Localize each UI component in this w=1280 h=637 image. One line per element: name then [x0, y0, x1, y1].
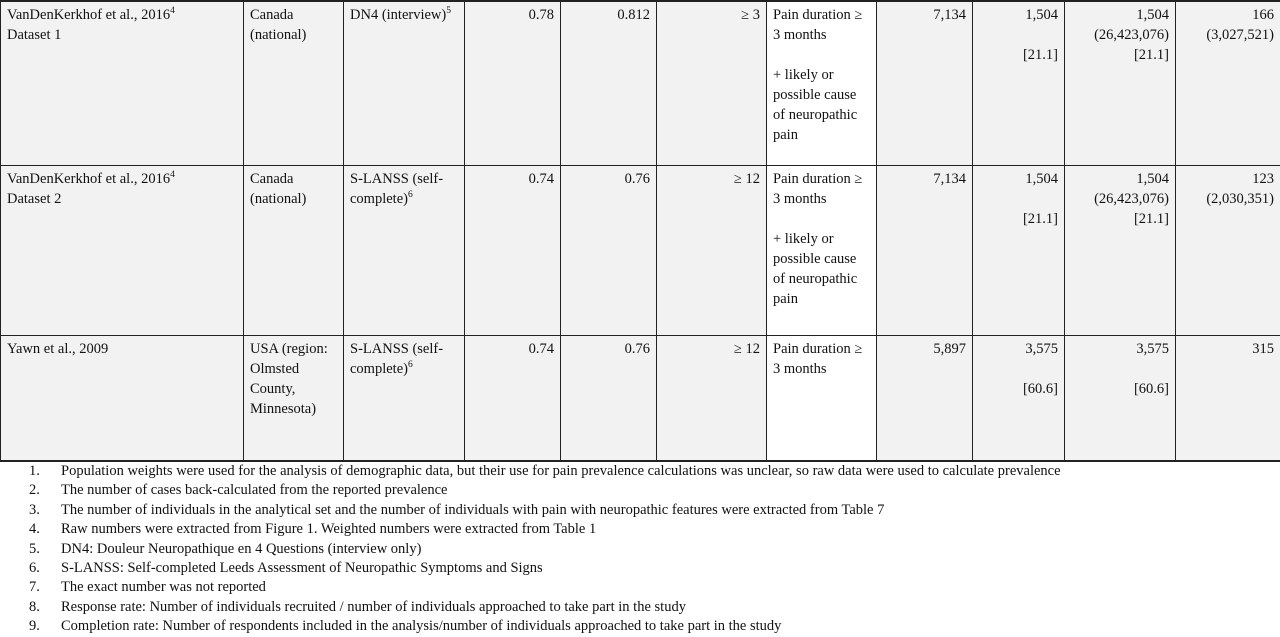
pain-weighted-cell — [1065, 335, 1176, 461]
cutoff-cell: ≥ 12 — [657, 335, 767, 461]
neuropathic-n-cell — [1176, 1, 1280, 165]
footnote — [0, 617, 1280, 636]
footnotes — [0, 462, 1280, 637]
footnote-ref: 5 — [446, 6, 451, 17]
footnote — [0, 481, 1280, 500]
sensitivity-cell: 0.74 — [465, 335, 561, 461]
neuropathic-pop: (3,027,521) — [1206, 27, 1274, 43]
neuropathic-n: 123 — [1252, 170, 1274, 187]
criteria-cause: + likely or possible cause of neuropathic pain — [773, 67, 858, 143]
footnote-text: Population weights were used for the analysis of demographic data, but their use for pain prevalence calculations was unclear, so raw data were used to calculate prevalence — [61, 463, 1061, 479]
tool-cell — [344, 1, 465, 165]
footnote-text: Response rate: Number of individuals recruited / number of individuals approached to take part in the study — [61, 598, 686, 615]
total-n-cell: 7,134 — [877, 165, 973, 335]
total-n-cell: 5,897 — [877, 335, 973, 461]
pain-n-cell — [973, 165, 1065, 335]
criteria-duration: Pain duration ≥ 3 months — [773, 7, 863, 43]
criteria-cause: + likely or possible cause of neuropathic pain — [773, 230, 858, 307]
criteria-cell — [767, 1, 877, 165]
pain-weighted-n: 1,504 — [1136, 7, 1169, 23]
sensitivity-cell: 0.74 — [465, 165, 561, 335]
neuropathic-n-cell — [1176, 165, 1280, 335]
total-n-cell: 7,134 — [877, 1, 973, 165]
pain-n: 1,504 — [1025, 170, 1058, 187]
footnote — [0, 540, 1280, 559]
specificity-cell: 0.812 — [561, 1, 657, 165]
footnote-text: S-LANSS: Self-completed Leeds Assessment of Neuropathic Symptoms and Signs — [61, 559, 543, 576]
specificity-cell: 0.76 — [561, 335, 657, 461]
footnote-ref: 4 — [170, 6, 175, 17]
footnote-number: 8. — [29, 598, 40, 615]
footnote-ref: 6 — [407, 189, 413, 200]
country-cell — [244, 1, 344, 165]
criteria-cell — [767, 165, 877, 335]
study-name: Yawn et al., 2009 — [7, 340, 109, 357]
footnote — [0, 598, 1280, 617]
table-row — [1, 1, 1280, 165]
footnote-ref: 4 — [170, 169, 175, 180]
pain-n-cell — [973, 1, 1065, 165]
study-name: VanDenKerkhof et al., 2016 — [7, 170, 171, 187]
pain-n: 3,575 — [1025, 340, 1058, 357]
footnote — [0, 578, 1280, 597]
footnote-number: 1. — [29, 463, 40, 479]
footnote — [0, 462, 1280, 481]
pain-weighted-pct: [21.1] — [1133, 47, 1169, 63]
neuropathic-pop: (2,030,351) — [1206, 190, 1274, 207]
footnote-text: Raw numbers were extracted from Figure 1. Weighted numbers were extracted from Table 1 — [61, 521, 597, 538]
footnote-text: Completion rate: Number of respondents included in the analysis/number of individuals approached to take part in the study — [61, 618, 782, 635]
footnote-text: The exact number was not reported — [61, 579, 266, 596]
pain-weighted-n: 1,504 — [1136, 170, 1169, 187]
footnote-number: 4. — [29, 521, 40, 538]
footnote-text: The number of cases back-calculated from the reported prevalence — [61, 482, 448, 499]
screening-tool: DN4 (interview) — [350, 7, 447, 23]
country-cell — [244, 165, 344, 335]
neuropathic-n-cell — [1176, 335, 1280, 461]
pain-pct: [21.1] — [1022, 47, 1058, 63]
country: USA (region: Olmsted County, Minnesota) — [250, 340, 328, 417]
pain-n: 1,504 — [1025, 7, 1058, 23]
footnote-ref: 6 — [407, 359, 413, 370]
footnote-text: The number of individuals in the analytical set and the number of individuals with pain with neuropathic features were extracted from Table 7 — [61, 501, 885, 518]
table-row — [1, 335, 1280, 461]
footnote-text: DN4: Douleur Neuropathique en 4 Questions (interview only) — [61, 540, 422, 557]
criteria-duration: Pain duration ≥ 3 months — [773, 170, 863, 207]
tool-cell — [344, 165, 465, 335]
footnote-number: 2. — [29, 482, 40, 499]
footnote-number: 7. — [29, 579, 40, 596]
screening-tool: S-LANSS (self-complete) — [350, 340, 444, 377]
pain-weighted-n: 3,575 — [1136, 340, 1169, 357]
pain-weighted-pop: (26,423,076) — [1094, 27, 1169, 43]
study-name: VanDenKerkhof et al., 2016 — [7, 7, 171, 23]
screening-tool: S-LANSS (self-complete) — [350, 170, 444, 207]
tool-cell — [344, 335, 465, 461]
footnote-number: 5. — [29, 540, 40, 557]
pain-pct: [60.6] — [1022, 380, 1058, 397]
study-cell — [1, 165, 244, 335]
pain-pct: [21.1] — [1022, 210, 1058, 227]
footnote-number: 9. — [29, 618, 40, 635]
footnote-number: 6. — [29, 559, 40, 576]
footnote — [0, 559, 1280, 578]
dataset-label: Dataset 2 — [7, 190, 62, 207]
criteria-duration: Pain duration ≥ 3 months — [773, 340, 863, 377]
cutoff-cell: ≥ 3 — [657, 1, 767, 165]
cutoff-cell: ≥ 12 — [657, 165, 767, 335]
country: Canada — [250, 7, 294, 23]
pain-weighted-cell — [1065, 165, 1176, 335]
neuropathic-n: 315 — [1252, 340, 1274, 357]
study-cell — [1, 335, 244, 461]
specificity-cell: 0.76 — [561, 165, 657, 335]
footnote — [0, 520, 1280, 539]
country-scope: (national) — [250, 27, 307, 43]
sensitivity-cell: 0.78 — [465, 1, 561, 165]
footnote — [0, 501, 1280, 520]
country: Canada — [250, 170, 294, 187]
footnote-number: 3. — [29, 501, 40, 518]
country-cell — [244, 335, 344, 461]
neuropathic-n: 166 — [1252, 7, 1274, 23]
pain-weighted-pop: (26,423,076) — [1094, 190, 1169, 207]
pain-n-cell — [973, 335, 1065, 461]
pain-weighted-pct: [21.1] — [1133, 210, 1169, 227]
country-scope: (national) — [250, 190, 307, 207]
criteria-cell — [767, 335, 877, 461]
table-row — [1, 165, 1280, 335]
study-cell — [1, 1, 244, 165]
pain-weighted-cell — [1065, 1, 1176, 165]
dataset-label: Dataset 1 — [7, 27, 62, 43]
pain-weighted-pct: [60.6] — [1133, 380, 1169, 397]
